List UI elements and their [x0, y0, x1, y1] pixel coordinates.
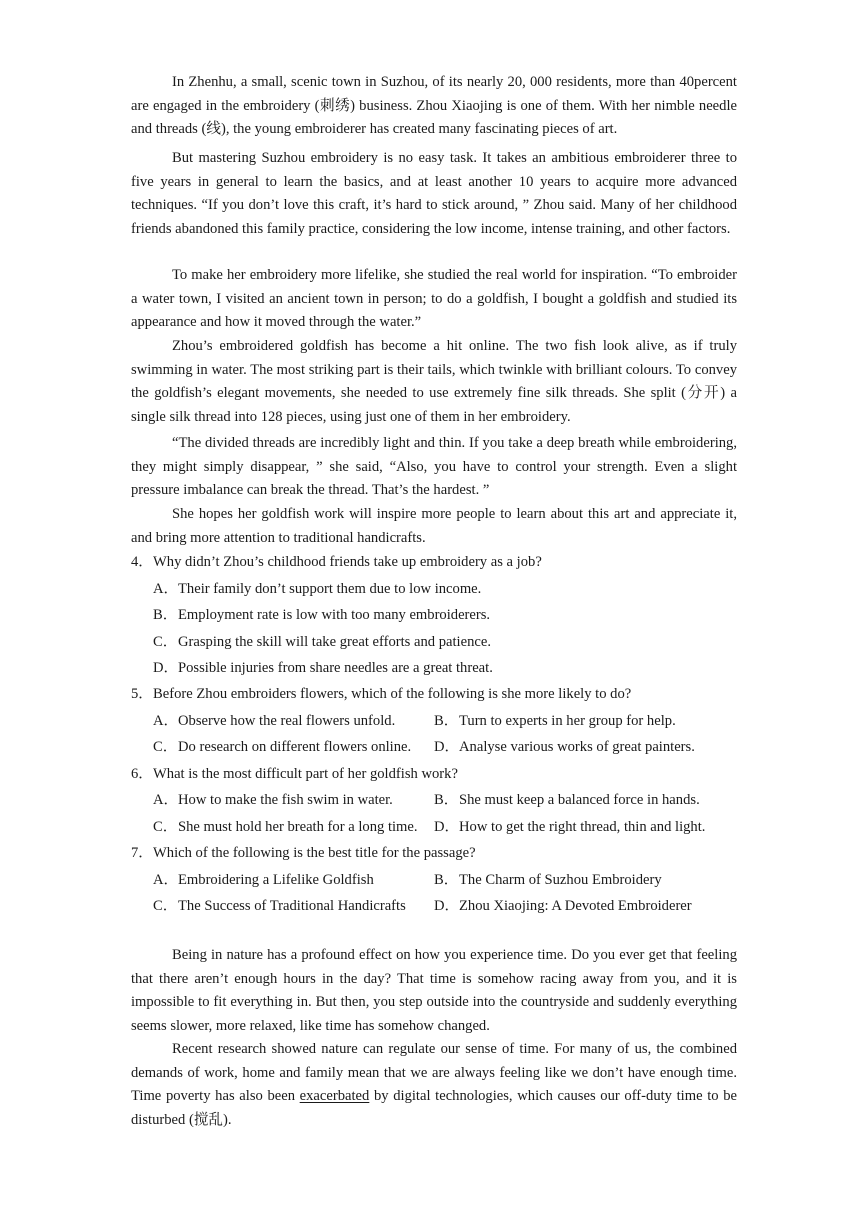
option-text: Zhou Xiaojing: A Devoted Embroiderer: [459, 898, 692, 914]
option-label: A．: [153, 713, 179, 729]
option-label: B．: [153, 607, 178, 623]
question-6-option-d: [434, 817, 705, 837]
option-text: Grasping the skill will take great efforts and patience.: [178, 634, 491, 650]
option-label: C．: [153, 898, 178, 914]
option-label: D．: [434, 898, 460, 914]
question-5-stem: [131, 684, 751, 704]
question-7-option-a: [153, 870, 374, 890]
question-4-option-b: [153, 605, 490, 625]
option-text: Observe how the real flowers unfold.: [178, 713, 396, 729]
question-4-option-d: [153, 658, 493, 678]
option-text: Do research on different flowers online.: [178, 739, 412, 755]
question-4-stem: [131, 552, 751, 572]
question-6-option-a: [153, 790, 393, 810]
option-text: How to get the right thread, thin and light.: [459, 819, 706, 835]
option-label: C．: [153, 634, 178, 650]
question-6-option-b: [434, 790, 700, 810]
option-text: Turn to experts in her group for help.: [459, 713, 676, 729]
question-6-stem: [131, 764, 751, 784]
option-text: Analyse various works of great painters.: [459, 739, 695, 755]
passage1-paragraph-1: In Zhenhu, a small, scenic town in Suzhou, of its nearly 20, 000 residents, more than 40percent are engaged in the embroidery (刺绣) business. Zhou Xiaojing is one of them. With her nimble needle and threads (线), the young embroiderer has created many fascinating pieces of art.: [131, 74, 737, 137]
option-text: Their family don’t support them due to low income.: [178, 581, 482, 597]
passage1-paragraph-5: “The divided threads are incredibly light and thin. If you take a deep breath while embroidering, they might simply disappear, ” she said, “Also, you have to control your strength. Even a slight pressure imbalance can break the thread. That’s the hardest. ”: [131, 435, 737, 498]
option-text: The Success of Traditional Handicrafts: [178, 898, 406, 914]
option-label: D．: [434, 819, 460, 835]
question-number: 4．: [131, 554, 153, 570]
question-7-option-c: [153, 896, 406, 916]
option-text: Employment rate is low with too many embroiderers.: [178, 607, 491, 623]
passage2-paragraph-2: [131, 1038, 737, 1132]
option-label: A．: [153, 872, 179, 888]
passage1-paragraph-2: But mastering Suzhou embroidery is no easy task. It takes an ambitious embroiderer three to five years in general to learn the basics, and at least another 10 years to acquire more advanced techniques. “If you don’t love this craft, it’s hard to stick around, ” Zhou said. Many of her childhood friends abandoned this family practice, considering the low income, intense training, and other factors.: [131, 150, 737, 237]
question-number: 6．: [131, 766, 153, 782]
question-5-option-d: [434, 737, 695, 757]
question-number: 7．: [131, 845, 153, 861]
question-4-option-a: [153, 579, 481, 599]
question-4-option-c: [153, 632, 491, 652]
passage1-paragraph-6: She hopes her goldfish work will inspire more people to learn about this art and appreciate it, and bring more attention to traditional handicrafts.: [131, 506, 737, 546]
passage1-paragraph-3: To make her embroidery more lifelike, she studied the real world for inspiration. “To embroider a water town, I visited an ancient town in person; to do a goldfish, I bought a goldfish and studied its appearance and how it moved through the water.”: [131, 267, 737, 330]
question-7-option-b: [434, 870, 662, 890]
passage2-paragraph-1: Being in nature has a profound effect on how you experience time. Do you ever get that feeling that there aren’t enough hours in the day? That time is somehow racing away from you, and it is impossible to fit everything in. But then, you step outside into the countryside and suddenly everything seems slower, more relaxed, like time has somehow changed.: [131, 947, 737, 1034]
option-label: B．: [434, 872, 459, 888]
option-label: C．: [153, 739, 178, 755]
question-text: Why didn’t Zhou’s childhood friends take up embroidery as a job?: [153, 554, 542, 570]
passage1-paragraph-4: Zhou’s embroidered goldfish has become a hit online. The two fish look alive, as if truly swimming in water. The most striking part is their tails, which twinkle with brilliant colours. To convey the goldfish’s elegant movements, she needed to use extremely fine silk threads. She split (分开) a single silk thread into 128 pieces, using just one of them in her embroidery.: [131, 338, 737, 425]
underlined-word: exacerbated: [299, 1088, 370, 1104]
question-5-option-c: [153, 737, 411, 757]
question-number: 5．: [131, 686, 153, 702]
question-6-option-c: [153, 817, 418, 837]
option-text: Embroidering a Lifelike Goldfish: [178, 872, 374, 888]
question-7-option-d: [434, 896, 692, 916]
option-text: Possible injuries from share needles are a great threat.: [178, 660, 493, 676]
passage2-text-before: Recent research showed nature can regulate our sense of time. For many of us, the combined demands of work, home and family mean that we are always feeling like we don’t have enough time. Time poverty has also been: [131, 1041, 737, 1104]
option-text: She must keep a balanced force in hands.: [459, 792, 700, 808]
option-label: C．: [153, 819, 178, 835]
question-text: Before Zhou embroiders flowers, which of the following is she more likely to do?: [153, 686, 632, 702]
option-text: How to make the fish swim in water.: [178, 792, 393, 808]
question-text: What is the most difficult part of her goldfish work?: [153, 766, 458, 782]
option-label: B．: [434, 792, 459, 808]
option-label: A．: [153, 581, 179, 597]
option-label: D．: [153, 660, 179, 676]
question-7-stem: [131, 843, 751, 863]
question-5-option-b: [434, 711, 676, 731]
option-label: D．: [434, 739, 460, 755]
option-text: The Charm of Suzhou Embroidery: [459, 872, 662, 888]
passage2-text-after: by digital technologies, which causes our off-duty time to be disturbed (搅乱).: [131, 1088, 737, 1128]
option-text: She must hold her breath for a long time.: [178, 819, 418, 835]
question-text: Which of the following is the best title for the passage?: [153, 845, 476, 861]
question-5-option-a: [153, 711, 395, 731]
option-label: B．: [434, 713, 459, 729]
option-label: A．: [153, 792, 179, 808]
